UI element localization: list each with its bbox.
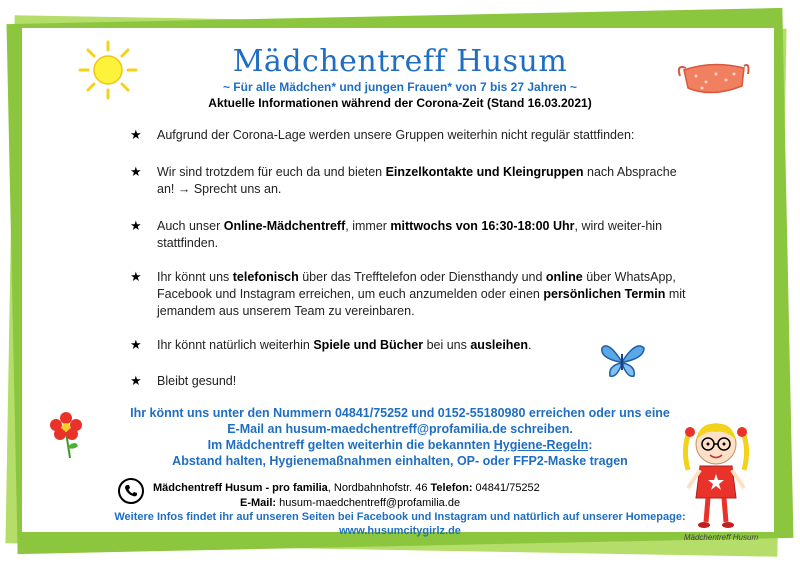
- body-text: bei uns: [423, 338, 471, 352]
- body-text: nach Absprache an! → Sprecht uns an.: [157, 165, 677, 196]
- hygiene-colon: :: [588, 438, 593, 452]
- star-icon: ★: [130, 269, 142, 284]
- butterfly-icon: [598, 340, 646, 380]
- list-item-text: [157, 127, 687, 144]
- body-text: Auch unser: [157, 219, 224, 233]
- hygiene-rules-link[interactable]: Hygiene-Regeln: [493, 438, 589, 452]
- email-label: E-Mail:: [240, 497, 277, 509]
- emphasis-text: Online-Mädchentreff: [223, 219, 346, 233]
- star-icon: ★: [130, 373, 142, 388]
- star-icon: ★: [130, 164, 142, 179]
- phone-label: Telefon:: [430, 482, 473, 494]
- body-text: über das Trefftelefon oder Diensthandy und: [298, 270, 546, 284]
- contact-line: E-Mail an husum-maedchentreff@profamilia.de schreiben.: [227, 422, 573, 436]
- body-text: Aufgrund der Corona-Lage werden unsere Gruppen weiterhin nicht regulär stattfinden:: [157, 128, 635, 142]
- more-info-text: Weitere Infos findet ihr auf unseren Seiten bei Facebook und Instagram und natürlich auf unserer Homepage:: [114, 511, 686, 523]
- status-date: Aktuelle Informationen während der Corona-Zeit (Stand 16.03.2021): [208, 96, 592, 110]
- emphasis-text: ausleihen: [470, 338, 529, 352]
- phone-number: 04841/75252: [472, 482, 540, 494]
- body-text: über WhatsApp, Facebook und Instagram erreichen, um euch anzumelden oder einen: [157, 270, 676, 301]
- contact-line: Ihr könnt uns unter den Nummern 04841/75252 und 0152-55180980 erreichen oder uns eine: [130, 406, 670, 420]
- emphasis-text: Einzelkontakte und Kleingruppen: [385, 165, 584, 179]
- body-text: Wir sind trotzdem für euch da und bieten: [157, 165, 386, 179]
- address-line: [153, 482, 540, 494]
- emphasis-text: mittwochs von 16:30-18:00 Uhr: [390, 219, 575, 233]
- hygiene-text: Im Mädchentreff gelten weiterhin die bekannten: [207, 438, 494, 452]
- homepage-link[interactable]: www.husumcitygirlz.de: [339, 525, 461, 537]
- body-text: Bleibt gesund!: [157, 374, 237, 388]
- body-text: mit jemandem aus unserem Team zu vereinbaren.: [157, 287, 686, 318]
- star-icon: ★: [130, 218, 142, 233]
- hygiene-rules: Abstand halten, Hygienemaßnahmen einhalten, OP- oder FFP2-Maske tragen: [172, 454, 628, 468]
- address: , Nordbahnhofstr. 46: [327, 482, 431, 494]
- body-text: , wird weiter-hin stattfinden.: [157, 219, 663, 250]
- emphasis-text: online: [545, 270, 583, 284]
- emphasis-text: persönlichen Termin: [543, 287, 666, 301]
- girl-illustration: [676, 418, 756, 530]
- body-text: .: [528, 338, 532, 352]
- list-item-text: [157, 164, 687, 198]
- star-icon: ★: [130, 337, 142, 352]
- phone-icon: [118, 478, 144, 504]
- body-text: Ihr könnt uns: [157, 270, 233, 284]
- emphasis-text: telefonisch: [232, 270, 299, 284]
- emphasis-text: Spiele und Bücher: [313, 338, 424, 352]
- page-title: Mädchentreff Husum: [232, 44, 568, 79]
- email-address[interactable]: husum-maedchentreff@profamilia.de: [276, 497, 461, 509]
- org-name: Mädchentreff Husum - pro familia: [153, 482, 328, 494]
- email-line: [240, 497, 460, 509]
- list-item-text: [157, 218, 687, 252]
- body-text: , immer: [345, 219, 391, 233]
- list-item-text: [157, 269, 687, 320]
- body-text: Ihr könnt natürlich weiterhin: [157, 338, 314, 352]
- illustration-caption: Mädchentreff Husum: [683, 533, 759, 542]
- star-icon: ★: [130, 127, 142, 142]
- subtitle: ~ Für alle Mädchen* und jungen Frauen* von 7 bis 27 Jahren ~: [222, 80, 578, 94]
